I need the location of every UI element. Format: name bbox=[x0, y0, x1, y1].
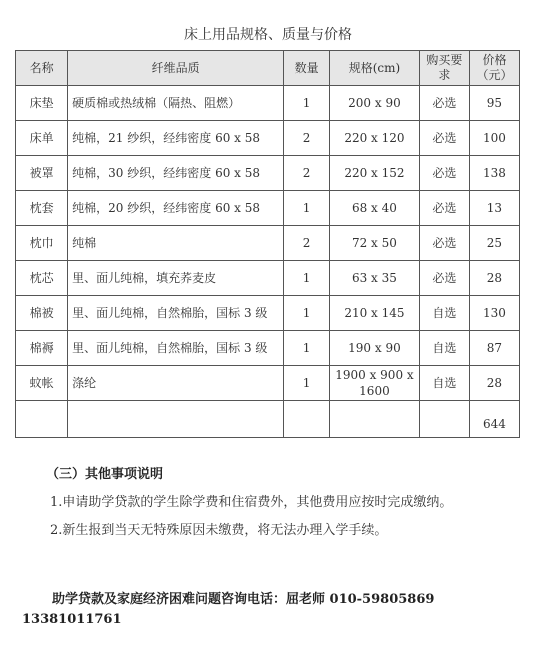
cell-fiber: 纯棉，21 纱织，经纬密度 60 x 58 bbox=[68, 121, 284, 156]
cell-spec: 220 x 120 bbox=[330, 121, 420, 156]
cell-name: 被罩 bbox=[16, 156, 68, 191]
cell-qty: 1 bbox=[284, 331, 330, 366]
cell-fiber: 里、面儿纯棉，填充荞麦皮 bbox=[68, 261, 284, 296]
cell-price: 87 bbox=[469, 331, 519, 366]
total-price: 644 bbox=[482, 417, 506, 431]
cell-price: 13 bbox=[469, 191, 519, 226]
table-header-row bbox=[16, 51, 520, 86]
total-row bbox=[16, 401, 520, 438]
cell-req: 必选 bbox=[419, 261, 469, 296]
document-title: 床上用品规格、质量与价格 bbox=[184, 27, 352, 43]
cell-name: 枕套 bbox=[16, 191, 68, 226]
empty-cell bbox=[284, 401, 330, 438]
cell-name: 棉褥 bbox=[16, 331, 68, 366]
cell-spec: 72 x 50 bbox=[330, 226, 420, 261]
table-row bbox=[16, 366, 520, 401]
cell-price: 100 bbox=[469, 121, 519, 156]
cell-name: 床单 bbox=[16, 121, 68, 156]
cell-fiber: 里、面儿纯棉，自然棉胎，国标 3 级 bbox=[68, 331, 284, 366]
cell-fiber: 纯棉，30 纱织，经纬密度 60 x 58 bbox=[68, 156, 284, 191]
cell-qty: 2 bbox=[284, 226, 330, 261]
cell-qty: 2 bbox=[284, 156, 330, 191]
note-item: 1.申请助学贷款的学生除学费和住宿费外，其他费用应按时完成缴纳。 bbox=[50, 495, 453, 510]
cell-spec: 68 x 40 bbox=[330, 191, 420, 226]
cell-qty: 2 bbox=[284, 121, 330, 156]
header-spec: 规格(cm) bbox=[330, 51, 420, 86]
cell-name: 枕芯 bbox=[16, 261, 68, 296]
header-fiber: 纤维品质 bbox=[68, 51, 284, 86]
cell-name: 蚊帐 bbox=[16, 366, 68, 401]
cell-name: 床垫 bbox=[16, 86, 68, 121]
cell-req: 必选 bbox=[419, 156, 469, 191]
header-name: 名称 bbox=[16, 51, 68, 86]
cell-fiber: 纯棉，20 纱织，经纬密度 60 x 58 bbox=[68, 191, 284, 226]
cell-price: 138 bbox=[469, 156, 519, 191]
cell-fiber: 里、面儿纯棉，自然棉胎，国标 3 级 bbox=[68, 296, 284, 331]
cell-spec: 220 x 152 bbox=[330, 156, 420, 191]
cell-price: 130 bbox=[469, 296, 519, 331]
contact-phone: 13381011761 bbox=[22, 612, 122, 627]
table-row bbox=[16, 156, 520, 191]
header-qty: 数量 bbox=[284, 51, 330, 86]
cell-price: 25 bbox=[469, 226, 519, 261]
cell-req: 必选 bbox=[419, 226, 469, 261]
cell-qty: 1 bbox=[284, 296, 330, 331]
cell-spec: 63 x 35 bbox=[330, 261, 420, 296]
header-req: 购买要求 bbox=[419, 51, 469, 86]
cell-req: 自选 bbox=[419, 331, 469, 366]
cell-spec: 210 x 145 bbox=[330, 296, 420, 331]
table-row bbox=[16, 86, 520, 121]
cell-price: 28 bbox=[469, 261, 519, 296]
cell-qty: 1 bbox=[284, 261, 330, 296]
empty-cell bbox=[419, 401, 469, 438]
cell-req: 必选 bbox=[419, 191, 469, 226]
table-row bbox=[16, 121, 520, 156]
notes-heading: （三）其他事项说明 bbox=[46, 467, 164, 482]
cell-fiber: 纯棉 bbox=[68, 226, 284, 261]
cell-fiber: 涤纶 bbox=[68, 366, 284, 401]
cell-req: 必选 bbox=[419, 121, 469, 156]
cell-qty: 1 bbox=[284, 366, 330, 401]
note-item: 2.新生报到当天无特殊原因未缴费，将无法办理入学手续。 bbox=[50, 523, 388, 538]
empty-cell bbox=[16, 401, 68, 438]
cell-spec: 190 x 90 bbox=[330, 331, 420, 366]
contact-line: 助学贷款及家庭经济困难问题咨询电话：屈老师 010-59805869 bbox=[52, 592, 435, 607]
table-row bbox=[16, 226, 520, 261]
cell-req: 必选 bbox=[419, 86, 469, 121]
empty-cell bbox=[330, 401, 420, 438]
bedding-table bbox=[15, 50, 520, 438]
cell-spec: 200 x 90 bbox=[330, 86, 420, 121]
cell-price: 28 bbox=[469, 366, 519, 401]
cell-req: 自选 bbox=[419, 296, 469, 331]
cell-qty: 1 bbox=[284, 86, 330, 121]
cell-name: 棉被 bbox=[16, 296, 68, 331]
table-row bbox=[16, 191, 520, 226]
empty-cell bbox=[68, 401, 284, 438]
header-price: 价格（元） bbox=[469, 51, 519, 86]
cell-spec: 1900 x 900 x 1600 bbox=[330, 366, 420, 401]
cell-price: 95 bbox=[469, 86, 519, 121]
table-row bbox=[16, 296, 520, 331]
total-price-cell bbox=[469, 401, 519, 438]
cell-qty: 1 bbox=[284, 191, 330, 226]
cell-fiber: 硬质棉或热绒棉（隔热、阻燃） bbox=[68, 86, 284, 121]
cell-req: 自选 bbox=[419, 366, 469, 401]
table-row bbox=[16, 331, 520, 366]
cell-name: 枕巾 bbox=[16, 226, 68, 261]
table-row bbox=[16, 261, 520, 296]
